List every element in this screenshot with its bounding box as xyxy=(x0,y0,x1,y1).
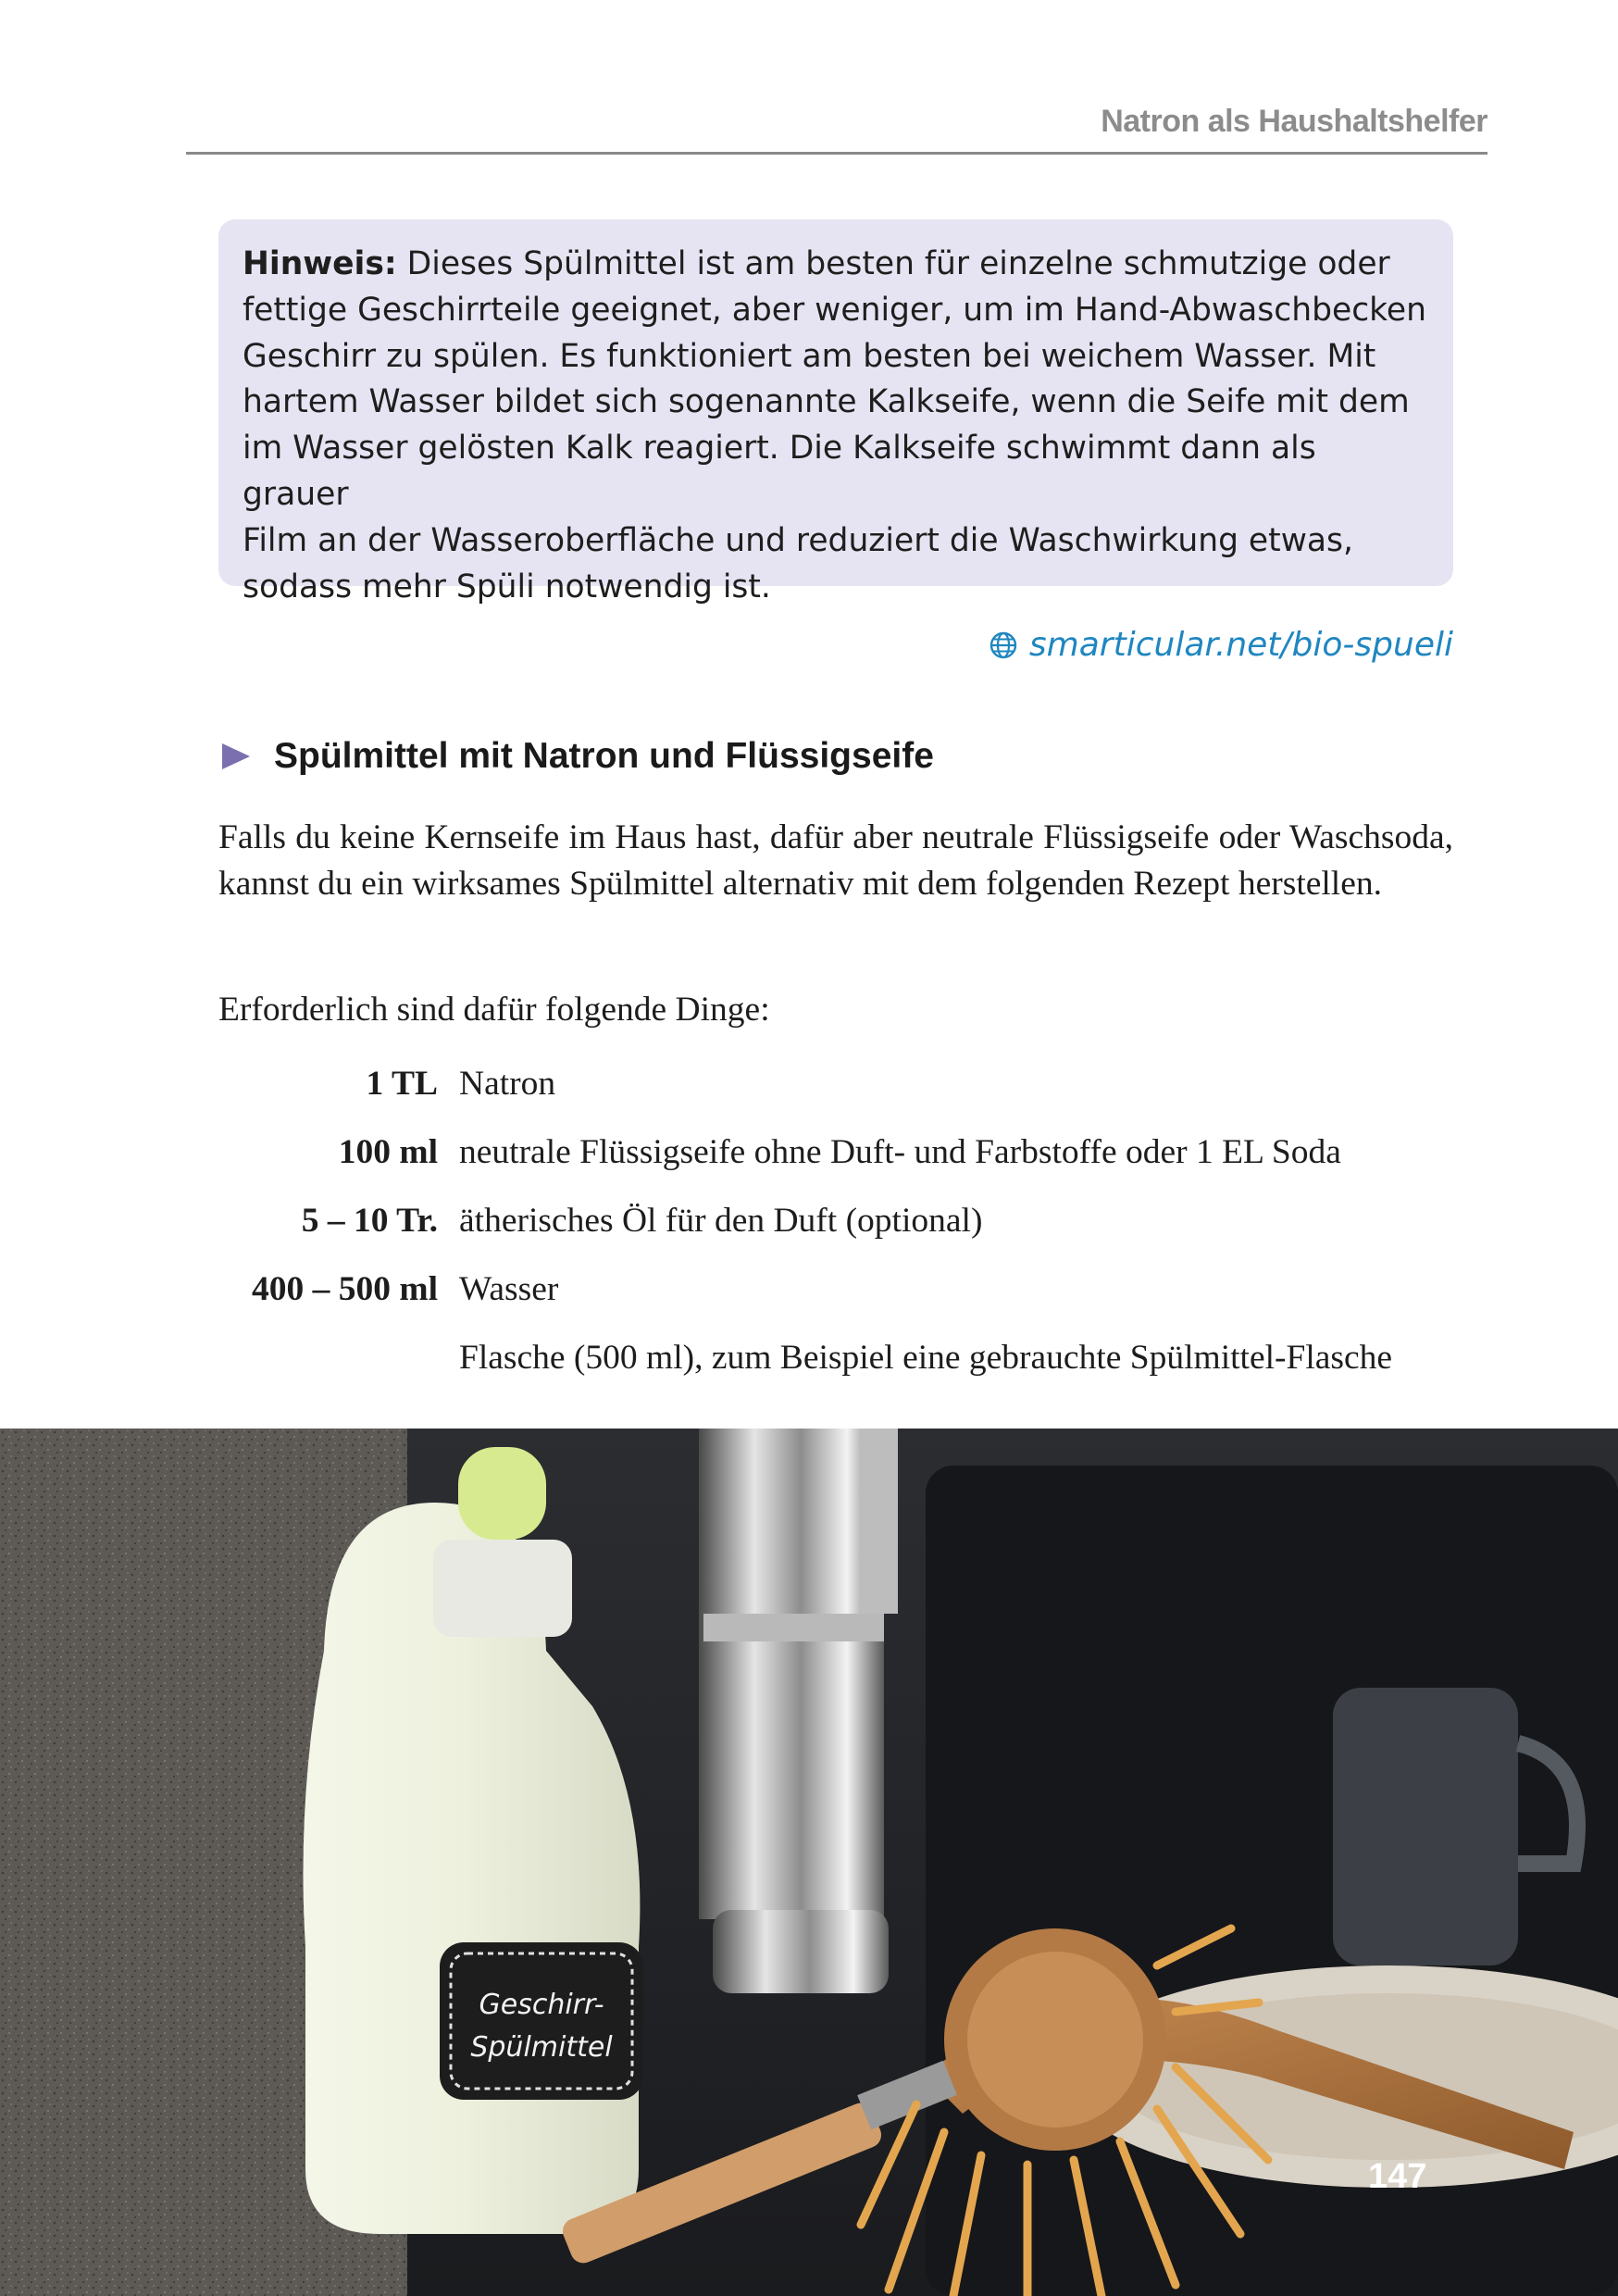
ingredient-amount: 100 ml xyxy=(338,1133,438,1171)
triangle-right-icon xyxy=(220,742,252,771)
bottle-label-line2: Spülmittel xyxy=(470,2031,613,2064)
ingredient-row xyxy=(0,1201,1618,1247)
bottle-label-line1: Geschirr- xyxy=(479,1989,604,2021)
page-number: 147 xyxy=(1368,2157,1427,2196)
ingredient-amount: 5 – 10 Tr. xyxy=(301,1202,438,1240)
globe-icon xyxy=(989,630,1018,660)
ingredient-item: neutrale Flüssigseife ohne Duft- und Farbstoffe oder 1 EL Soda xyxy=(459,1133,1341,1171)
note-line-7: sodass mehr Spüli notwendig ist. xyxy=(243,568,771,605)
required-paragraph: Erforderlich sind dafür folgende Dinge: xyxy=(218,991,770,1029)
ingredient-item: Natron xyxy=(459,1065,556,1103)
note-line-5: im Wasser gelösten Kalk reagiert. Die Kalkseife schwimmt dann als grauer xyxy=(243,430,1316,513)
note-line-1: Hinweis: Dieses Spülmittel ist am besten für einzelne schmutzige oder xyxy=(243,245,1390,282)
note-line-2: fettige Geschirrteile geeignet, aber weniger, um im Hand-Abwaschbecken xyxy=(243,291,1427,329)
ingredient-row xyxy=(0,1269,1618,1316)
running-header: Natron als Haushaltshelfer xyxy=(1101,104,1487,139)
source-link-text[interactable]: smarticular.net/bio-spueli xyxy=(1028,626,1453,664)
note-line-3: Geschirr zu spülen. Es funktioniert am besten bei weichem Wasser. Mit xyxy=(243,337,1376,375)
ingredient-amount: 400 – 500 ml xyxy=(251,1270,438,1308)
section-heading xyxy=(220,736,934,777)
section-heading-text: Spülmittel mit Natron und Flüssigseife xyxy=(274,736,934,776)
note-line-4: hartem Wasser bildet sich sogenannte Kalkseife, wenn die Seife mit dem xyxy=(243,383,1410,421)
ingredient-amount: 1 TL xyxy=(366,1065,438,1103)
note-label: Hinweis: xyxy=(243,245,397,282)
ingredient-row xyxy=(0,1064,1618,1110)
source-link[interactable] xyxy=(989,626,1453,664)
ingredient-item: ätherisches Öl für den Duft (optional) xyxy=(459,1202,983,1240)
note-box xyxy=(218,219,1453,605)
header-divider xyxy=(186,152,1487,155)
ingredient-item: Flasche (500 ml), zum Beispiel eine gebrauchte Spülmittel-Flasche xyxy=(459,1339,1393,1377)
ingredient-row xyxy=(0,1132,1618,1179)
ingredient-row xyxy=(0,1338,1618,1384)
ingredient-item: Wasser xyxy=(459,1270,559,1308)
note-line-6: Film an der Wasseroberfläche und reduziert die Waschwirkung etwas, xyxy=(243,521,1353,559)
intro-paragraph: Falls du keine Kernseife im Haus hast, dafür aber neutrale Flüssigseife oder Waschsoda, kannst du ein wirksames Spülmittel alternativ mit dem folgenden Rezept herstellen. xyxy=(218,818,1453,903)
